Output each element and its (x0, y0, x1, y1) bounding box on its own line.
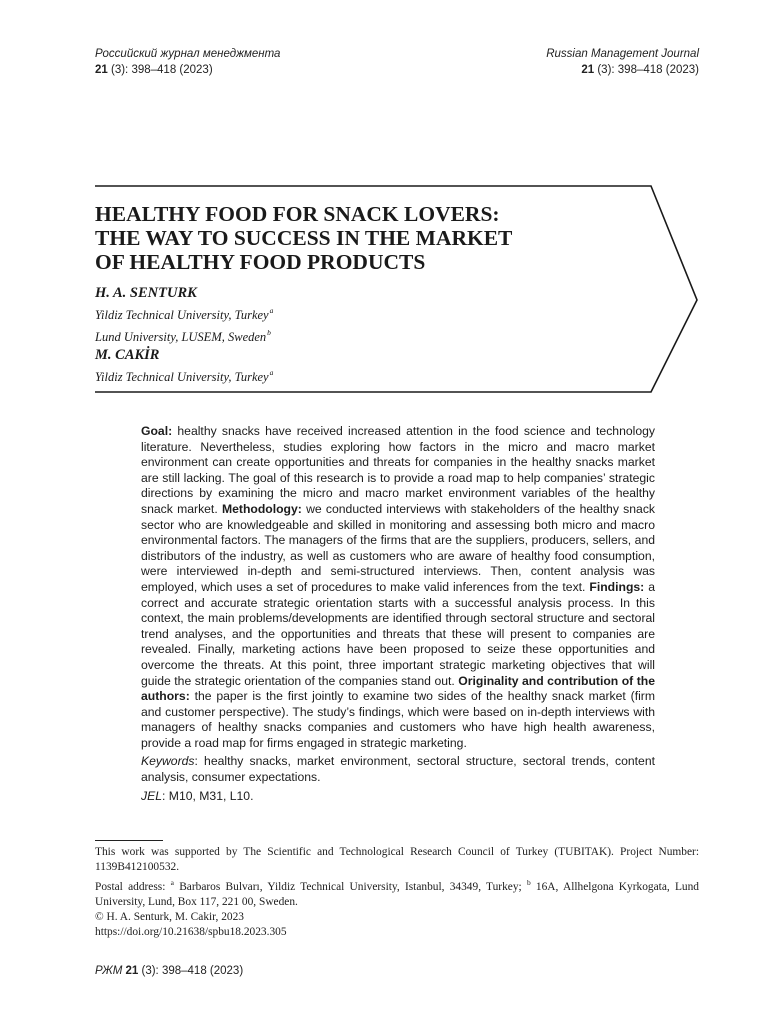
volume-number: 21 (95, 64, 108, 76)
volume-number: 21 (581, 64, 595, 76)
copyright: © H. A. Senturk, M. Cakir, 2023 (95, 911, 244, 923)
running-footer (95, 965, 243, 977)
author-affiliation: Lund University, LUSEM, Sweden$^b$ (95, 328, 271, 344)
funding-note: This work was supported by The Scientific and Technological Research Council of Turkey (TUBITAK). Project Number: 1139B412100532. (95, 846, 699, 873)
methodology-label: Methodology: (221, 501, 302, 516)
volume-number: 21 (125, 965, 139, 977)
keywords: Keywords: healthy snacks, market environment, sectoral structure, sectoral trends, content analysis, consumer expectations. (141, 754, 655, 785)
author-block (95, 284, 273, 346)
issue-pages: (3): 398–418 (2023) (111, 64, 213, 76)
author-name: H. A. SENTURK (95, 285, 197, 301)
findings-label: Findings: (589, 579, 645, 594)
title-line: OF HEALTHY FOOD PRODUCTS (95, 250, 426, 274)
author-name: M. CAKİR (95, 347, 160, 363)
author-affiliation: Yildiz Technical University, Turkey$^a$ (95, 306, 274, 322)
issue-pages: (3): 398–418 (2023) (141, 965, 244, 977)
journal-name-ru: Российский журнал менеджмента (95, 48, 281, 60)
author-affiliation: Yildiz Technical University, Turkey$^a$ (95, 368, 274, 384)
title-line: THE WAY TO SUCCESS IN THE MARKET (95, 226, 513, 250)
article-title (95, 202, 615, 274)
originality-label: Originality and contribution of the authors: (141, 673, 655, 704)
jel-codes: JEL: M10, M31, L10. (141, 788, 254, 803)
postal-address: Postal address: $^a$ Barbaros Bulvarı, Yildiz Technical University, Istanbul, 34349, Turkey; $^b$ 16A, Allhelgona Kyrkogata, Lund University, Lund, Box 117, 221 00, Sweden. (95, 878, 699, 908)
doi-link[interactable]: https://doi.org/10.21638/spbu18.2023.305 (95, 926, 287, 938)
keywords-label: Keywords (141, 754, 195, 769)
running-header-right (546, 46, 699, 78)
title-line: HEALTHY FOOD FOR SNACK LOVERS: (95, 202, 500, 226)
jel-label: JEL (141, 788, 163, 803)
footnotes (95, 845, 699, 940)
goal-label: Goal: (141, 424, 173, 438)
journal-name-en: Russian Management Journal (546, 48, 699, 60)
journal-abbr: РЖМ (95, 965, 123, 977)
author-block (95, 346, 273, 386)
running-header-left (95, 46, 280, 78)
abstract (141, 424, 655, 804)
abstract-body: Goal: healthy snacks have received increased attention in the food science and technology literature. Nevertheless, studies exploring how factors in the micro and macro market environment can create opportunities and threats for companies in the healthy snacks market are still lacking. The goal of this research is to provide a road map to help companies’ strategic directions by examining the micro and macro market environment variables of the healthy snack market. Methodology: we conducted interviews with stakeholders of the healthy snack sector who are knowledgeable and skilled in monitoring and assessing both micro and macro environmental factors. The managers of the firms that are the suppliers, producers, sellers, and distributors of the industry, as well as customers who are aware of healthy food consumption, were interviewed in-depth and semi-structured interviews. Then, content analysis was employed, which uses a set of procedures to make valid inferences from the text. Findings: a correct and accurate strategic orientation starts with a successful analysis process. In this context, the main problems/developments are identified through sectoral structure and sectoral trend analyses, and the opportunities and threats that these will present to companies are revealed. Finally, marketing actions have been proposed to seize these opportunities and overcome the threats. At this point, three important strategic marketing objectives that will guide the strategic orientation of the companies stand out. Originality and contribution of the authors: the paper is the first jointly to examine two sides of the healthy snack market (firm and customer perspective). The study’s findings, which were based on in-depth interviews with managers of healthy snacks companies and customers who have high health awareness, provide a road map for firms engaged in strategic marketing. (141, 424, 656, 750)
issue-pages: (3): 398–418 (2023) (597, 64, 699, 76)
footnote-divider (95, 840, 163, 841)
